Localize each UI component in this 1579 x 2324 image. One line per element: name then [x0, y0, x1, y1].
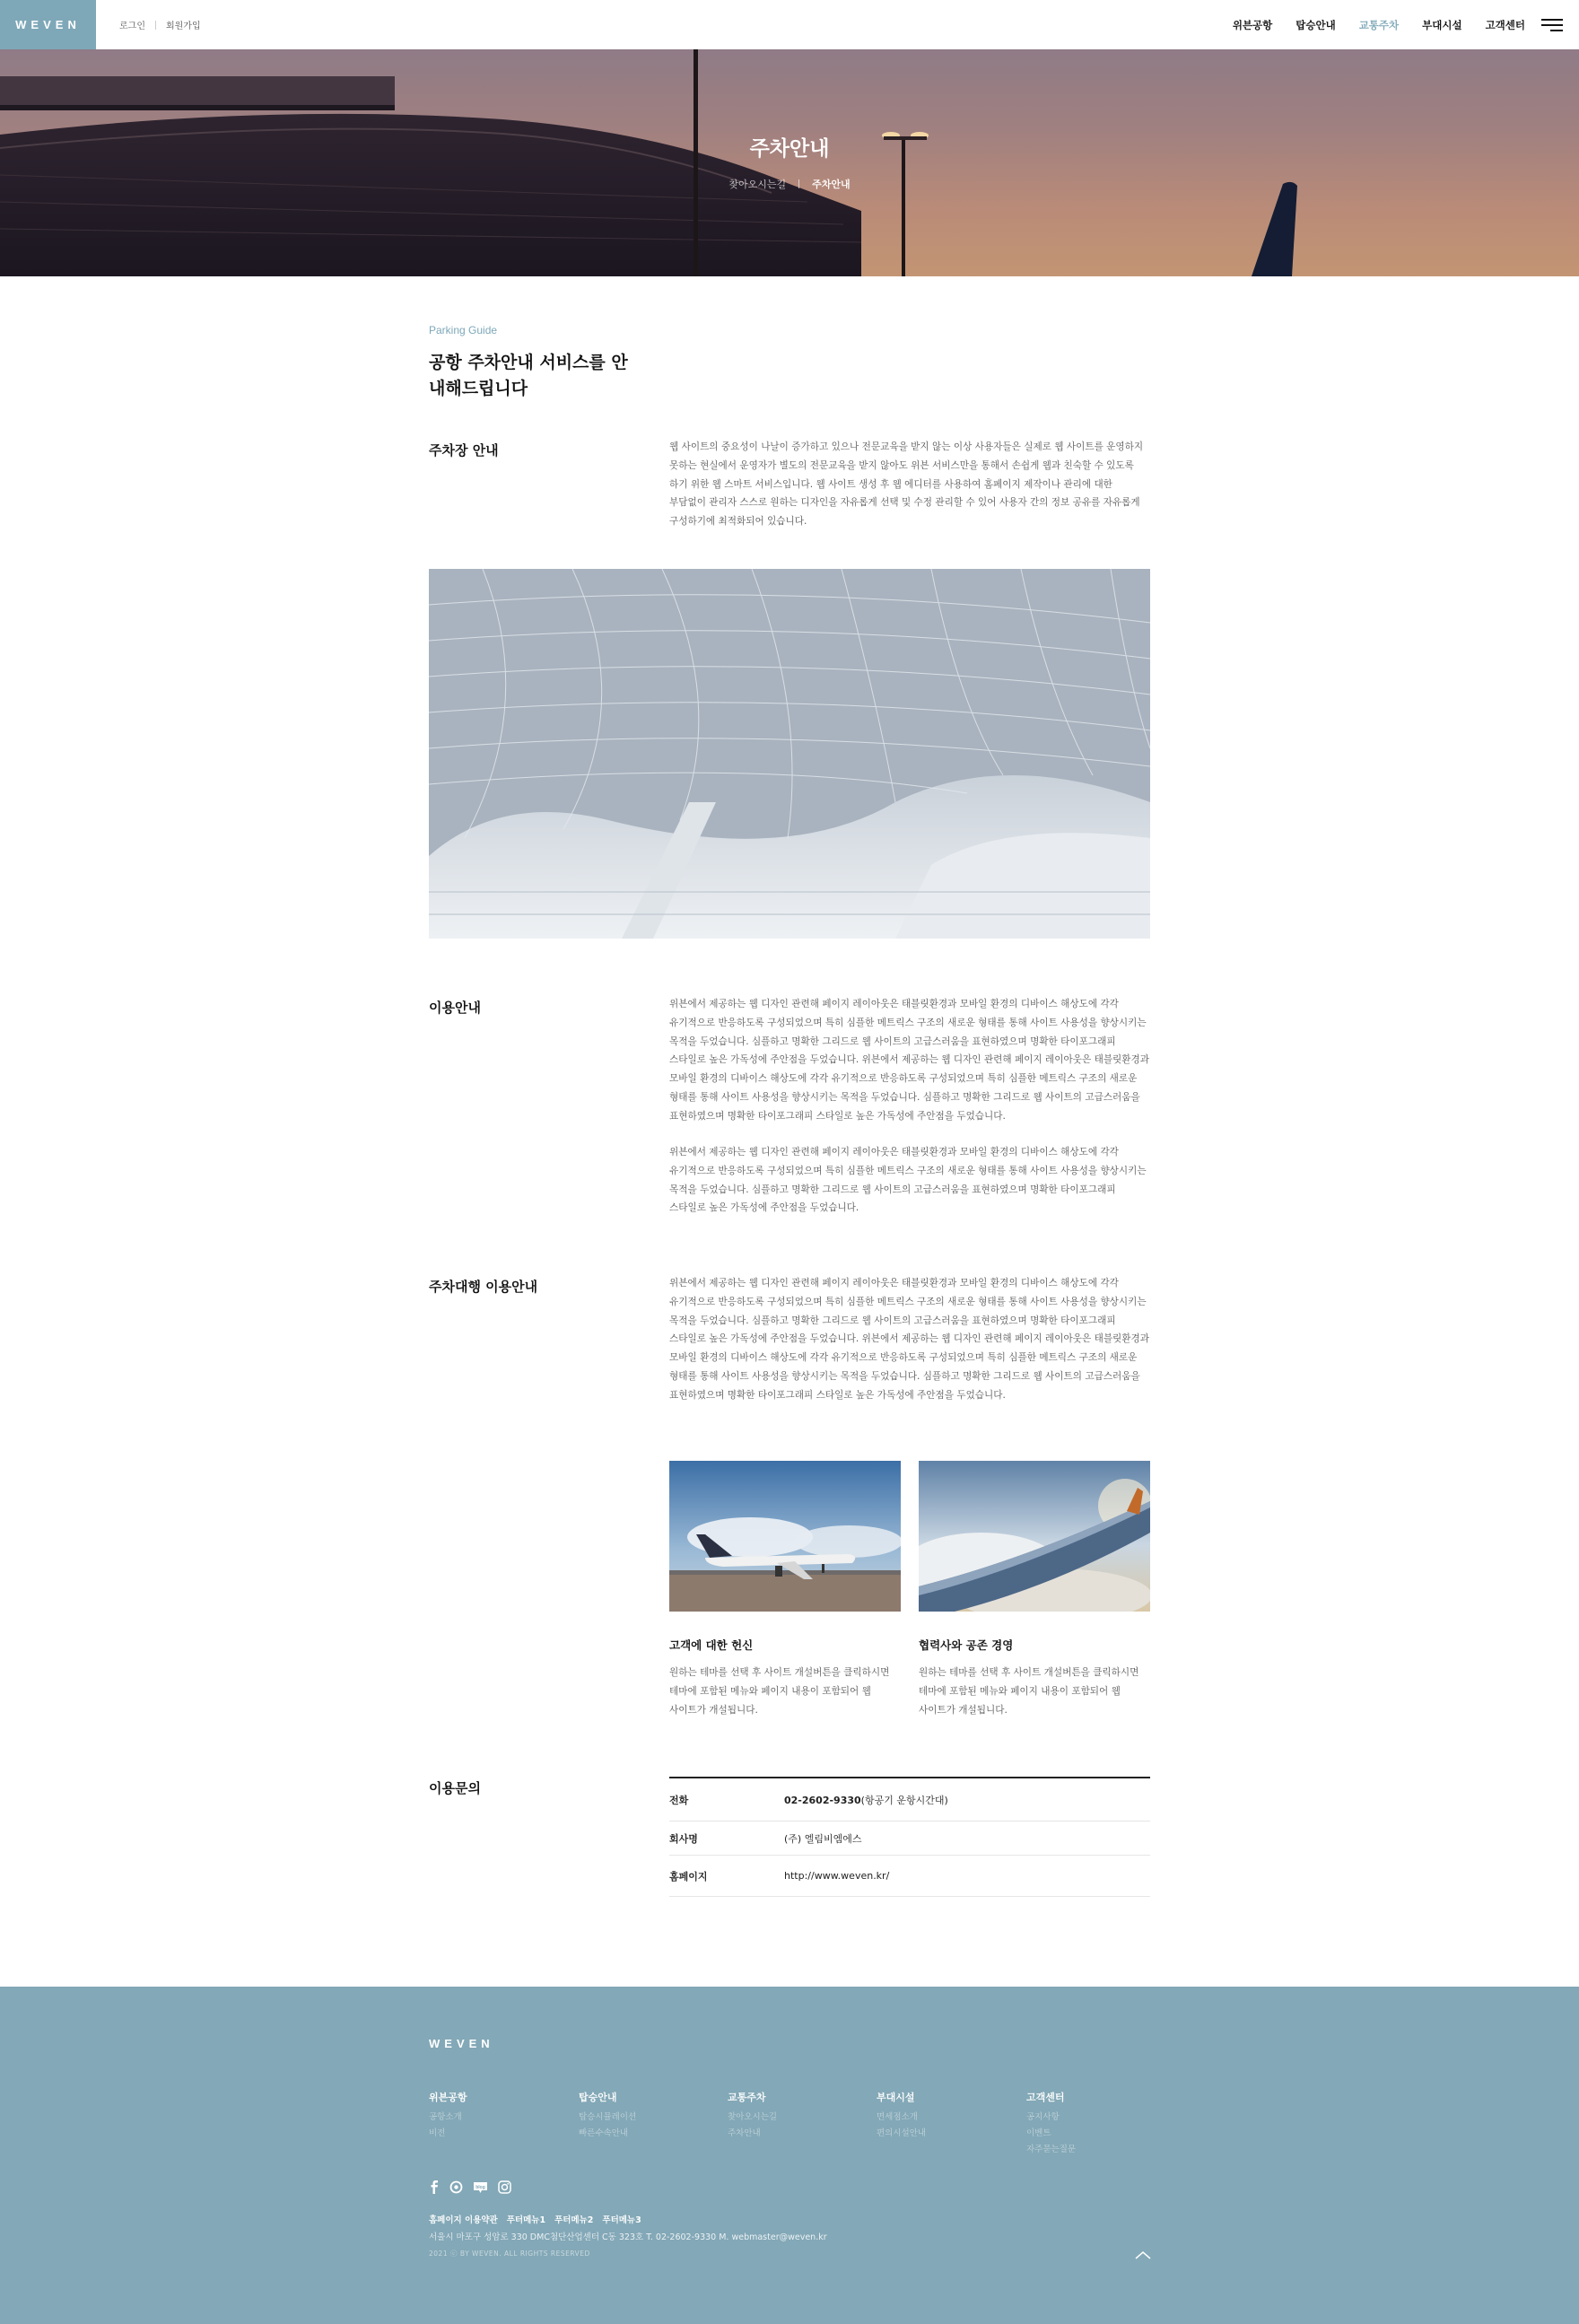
card-title-customer: 고객에 대한 헌신 — [669, 1638, 754, 1652]
footer-link[interactable]: 탑승시뮬레이션 — [579, 2112, 637, 2122]
footer-link[interactable]: 공지사항 — [1026, 2112, 1060, 2122]
footer-link[interactable]: 면세점소개 — [877, 2112, 918, 2122]
footer-address: 서울시 마포구 성암로 330 DMC첨단산업센터 C동 323호 T. 02-2602-9330 M. webmaster@weven.kr — [429, 2232, 827, 2242]
kakaostory-icon[interactable] — [449, 2180, 463, 2197]
contact-value: (주) 엘림비엠에스 — [784, 1832, 862, 1845]
footer-column-title[interactable]: 교통주차 — [728, 2092, 766, 2103]
nav-item-transport[interactable]: 교통주차 — [1358, 18, 1400, 31]
header — [0, 0, 1579, 49]
contact-label: 전화 — [669, 1794, 689, 1806]
intro-title: 공항 주차안내 서비스를 안내해드립니다 — [429, 353, 628, 398]
usage-description-2: 위븐에서 제공하는 웹 디자인 관련해 페이지 레이아웃은 태블릿환경과 모바일 환경의 디바이스 해상도에 각각 유기적으로 반응하도록 구성되었으며 특히 심플한 메트릭스 구조의 새로운 형태를 통해 사이트 사용성을 향상시키는 목적을 두었습니다. 심플하고 명확한 그리드로 웹 사이트의 고급스러움을 표현하였으며 명확한 타이포그래피 스타일로 높은 가독성에 주안점을 두었습니다. — [669, 1147, 1147, 1214]
footer-link[interactable]: 자주묻는질문 — [1026, 2145, 1077, 2154]
terms-link[interactable]: 홈페이지 이용약관 — [429, 2215, 498, 2225]
footer — [0, 1987, 1579, 2324]
instagram-icon[interactable] — [498, 2180, 511, 2197]
card-image-airplane-wing — [919, 1461, 1150, 1612]
login-link[interactable]: 로그인 — [119, 22, 145, 31]
divider — [798, 179, 799, 188]
footer-link[interactable]: 찾아오시는길 — [728, 2112, 778, 2122]
footer-column-airport — [429, 2090, 467, 2142]
terminal-ceiling-image — [429, 569, 1150, 939]
contact-value — [784, 1793, 1150, 1807]
contact-label: 홈페이지 — [669, 1870, 708, 1883]
divider — [155, 21, 156, 30]
contact-table — [669, 1777, 1150, 1897]
member-menu — [119, 18, 201, 31]
main-nav — [1233, 0, 1525, 49]
usage-description-1: 위븐에서 제공하는 웹 디자인 관련해 페이지 레이아웃은 태블릿환경과 모바일 환경의 디바이스 해상도에 각각 유기적으로 반응하도록 구성되었으며 특히 심플한 메트릭스 구조의 새로운 형태를 통해 사이트 사용성을 향상시키는 목적을 두었습니다. 심플하고 명확한 그리드로 웹 사이트의 고급스러움을 표현하였으며 명확한 타이포그래피 스타일로 높은 가독성에 주안점을 두었습니다. 위븐에서 제공하는 웹 디자인 관련해 페이지 레이아웃은 태블릿환경과 모바일 환경의 디바이스 해상도에 각각 유기적으로 반응하도록 구성되었으며 특히 심플한 메트릭스 구조의 새로운 형태를 통해 사이트 사용성을 향상시키는 목적을 두었습니다. 심플하고 명확한 그리드로 웹 사이트의 고급스러움을 표현하였으며 명확한 타이포그래피 스타일로 높은 가독성에 주안점을 두었습니다. — [669, 999, 1149, 1122]
hero-banner — [0, 49, 1579, 276]
contact-row-homepage — [669, 1856, 1150, 1897]
nav-item-facilities[interactable]: 부대시설 — [1422, 18, 1462, 31]
hamburger-icon[interactable] — [1541, 19, 1563, 31]
card-text-partner: 원하는 테마를 선택 후 사이트 개설버튼을 클릭하시면 테마에 포함된 메뉴와 페이지 내용이 포함되어 웹 사이트가 개설됩니다. — [919, 1667, 1139, 1716]
phone-note: (항공기 운항시간대) — [860, 1794, 948, 1806]
footer-logo[interactable]: WEVEN — [429, 2037, 494, 2050]
footer-column-title[interactable]: 부대시설 — [877, 2092, 915, 2103]
card-title-partner: 협력사와 공존 경영 — [919, 1638, 1014, 1652]
card-image-airplane-ground — [669, 1461, 901, 1612]
section-title-usage: 이용안내 — [429, 1000, 481, 1016]
footer-policy-links — [429, 2213, 641, 2225]
contact-label: 회사명 — [669, 1832, 698, 1845]
join-link[interactable]: 회원가입 — [165, 22, 201, 31]
footer-link[interactable]: 이벤트 — [1026, 2128, 1051, 2138]
blog-icon[interactable] — [473, 2180, 488, 2197]
footer-column-facilities — [877, 2090, 926, 2142]
footer-column-title[interactable]: 탑승안내 — [579, 2092, 617, 2103]
page-title: 주차안내 — [749, 137, 830, 161]
section-title-valet: 주차대행 이용안내 — [429, 1279, 538, 1295]
footer-column-title[interactable]: 위븐공항 — [429, 2092, 467, 2103]
footer-link[interactable]: 빠른수속안내 — [579, 2128, 629, 2138]
breadcrumb-current: 주차안내 — [812, 179, 851, 190]
footer-link[interactable]: 공항소개 — [429, 2112, 462, 2122]
footer-menu-link[interactable]: 푸터메뉴3 — [602, 2215, 641, 2225]
chevron-up-icon[interactable] — [1134, 2248, 1152, 2260]
footer-menu-link[interactable]: 푸터메뉴2 — [554, 2215, 594, 2225]
contact-row-company — [669, 1822, 1150, 1856]
footer-menu-link[interactable]: 푸터메뉴1 — [506, 2215, 546, 2225]
sns-links — [429, 2180, 511, 2197]
phone-number: 02-2602-9330 — [784, 1794, 861, 1806]
footer-column-title[interactable]: 고객센터 — [1026, 2092, 1065, 2103]
copyright: 2021 ⓒ BY WEVEN. ALL RIGHTS RESERVED — [429, 2250, 590, 2258]
nav-item-support[interactable]: 고객센터 — [1485, 18, 1525, 31]
section-eyebrow: Parking Guide — [429, 324, 498, 336]
contact-row-phone — [669, 1778, 1150, 1822]
valet-description: 위븐에서 제공하는 웹 디자인 관련해 페이지 레이아웃은 태블릿환경과 모바일 환경의 디바이스 해상도에 각각 유기적으로 반응하도록 구성되었으며 특히 심플한 메트릭스 구조의 새로운 형태를 통해 사이트 사용성을 향상시키는 목적을 두었습니다. 심플하고 명확한 그리드로 웹 사이트의 고급스러움을 표현하였으며 명확한 타이포그래피 스타일로 높은 가독성에 주안점을 두었습니다. 위븐에서 제공하는 웹 디자인 관련해 페이지 레이아웃은 태블릿환경과 모바일 환경의 디바이스 해상도에 각각 유기적으로 반응하도록 구성되었으며 특히 심플한 메트릭스 구조의 새로운 형태를 통해 사이트 사용성을 향상시키는 목적을 두었습니다. 심플하고 명확한 그리드로 웹 사이트의 고급스러움을 표현하였으며 명확한 타이포그래피 스타일로 높은 가독성에 주안점을 두었습니다. — [669, 1278, 1149, 1401]
card-text-customer: 원하는 테마를 선택 후 사이트 개설버튼을 클릭하시면 테마에 포함된 메뉴와 페이지 내용이 포함되어 웹 사이트가 개설됩니다. — [669, 1667, 890, 1716]
parking-description: 웹 사이트의 중요성이 나날이 증가하고 있으나 전문교육을 받지 않는 이상 사용자들은 실제로 웹 사이트를 운영하지 못하는 현실에서 운영자가 별도의 전문교육을 받지 않아도 위븐 서비스만을 통해서 손쉽게 웹과 친숙할 수 있도록 하기 위한 웹 스마트 서비스입니다. 웹 사이트 생성 후 웹 에디터를 사용하여 홈페이지 제작이나 관리에 대한 부담없이 관리자 스스로 원하는 디자인을 자유롭게 선택 및 수정 관리할 수 있어 사용자 간의 정보 공유를 자유롭게 구성하기에 최적화되어 있습니다. — [669, 441, 1144, 528]
homepage-link[interactable]: http://www.weven.kr/ — [784, 1870, 890, 1882]
nav-item-boarding[interactable]: 탑승안내 — [1295, 18, 1336, 31]
footer-link[interactable]: 편의시설안내 — [877, 2128, 927, 2138]
facebook-icon[interactable] — [429, 2180, 440, 2197]
nav-item-airport[interactable]: 위븐공항 — [1232, 18, 1273, 31]
svg-text:blog: blog — [475, 2185, 485, 2190]
footer-column-boarding — [579, 2090, 636, 2142]
footer-column-support — [1026, 2090, 1076, 2158]
footer-column-transport — [728, 2090, 777, 2142]
section-title-inquiry: 이용문의 — [429, 1780, 481, 1796]
footer-link[interactable]: 주차안내 — [728, 2128, 761, 2138]
breadcrumb — [0, 177, 1579, 191]
logo[interactable]: WEVEN — [0, 0, 96, 49]
breadcrumb-parent[interactable]: 찾아오시는길 — [728, 179, 787, 190]
section-title-parking: 주차장 안내 — [429, 442, 499, 459]
footer-link[interactable]: 비전 — [429, 2128, 446, 2138]
hero-image — [0, 49, 1579, 276]
